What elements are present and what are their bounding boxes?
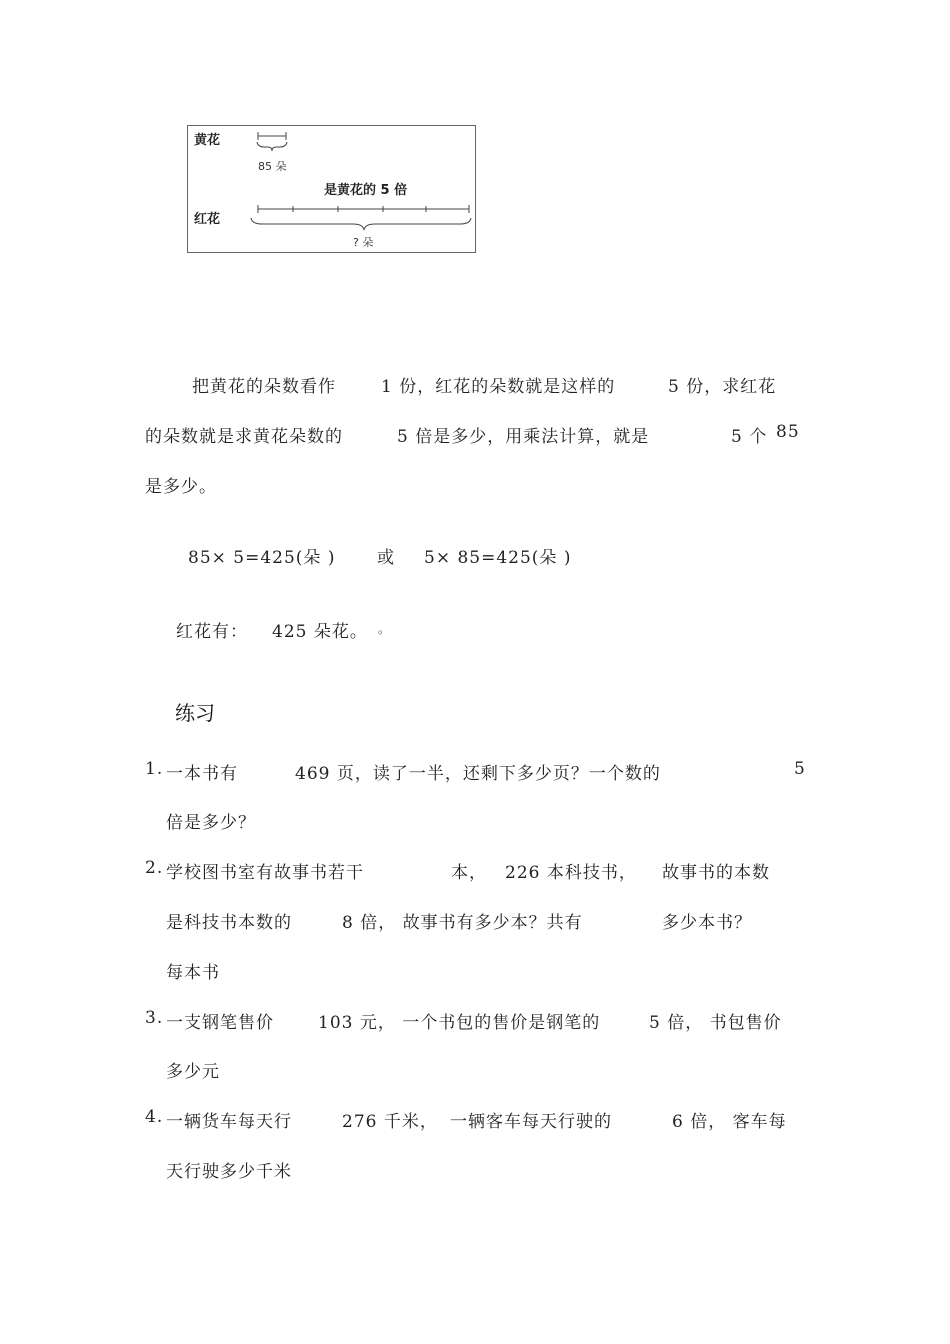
- item4-number: 4.: [145, 1107, 164, 1127]
- practice-heading: 练习: [175, 701, 215, 725]
- item2-text-part4: 故事书的本数: [662, 863, 770, 883]
- equation-2: 5× 85=425(朵 ): [424, 548, 572, 568]
- yellow-count-label: 85 朵: [258, 160, 287, 173]
- item1-text-part1: 一本书有: [166, 764, 238, 784]
- explanation-line1-part3: 5 份，求红花: [668, 377, 777, 397]
- item2-number: 2.: [145, 858, 164, 878]
- item4-text-cont: 天行驶多少千米: [166, 1162, 292, 1182]
- item2-text-part2: 本，: [451, 863, 487, 883]
- item1-number: 1.: [145, 759, 164, 779]
- red-brace: [251, 218, 471, 230]
- equation-1: 85× 5=425(朵 ): [188, 548, 336, 568]
- item1-text-part2: 469 页，读了一半，还剩下多少页？一个数的: [295, 764, 661, 784]
- item2-cont-part1: 是科技书本数的: [166, 913, 292, 933]
- item4-text-part2: 276 千米，: [342, 1112, 438, 1132]
- equation-or: 或: [377, 548, 395, 568]
- explanation-line1-part2: 1 份，红花的朵数就是这样的: [381, 377, 616, 397]
- answer-prefix: 红花有：: [176, 622, 248, 642]
- line-segment-diagram: [187, 125, 476, 253]
- multiple-note: 是黄花的 5 倍: [324, 183, 408, 198]
- item2-cont2: 每本书: [166, 963, 220, 983]
- explanation-line3: 是多少。: [145, 477, 217, 497]
- item2-cont-part2: 8 倍， 故事书有多少本？共有: [342, 913, 583, 933]
- item2-cont-part3: 多少本书？: [662, 913, 752, 933]
- explanation-line2-part4: 85: [776, 422, 800, 442]
- item3-text-part1: 一支钢笔售价: [166, 1013, 274, 1033]
- item1-text-part3: 5: [794, 759, 806, 779]
- item4-text-part4: 6 倍， 客车每: [672, 1112, 787, 1132]
- item4-text-part1: 一辆货车每天行: [166, 1112, 292, 1132]
- item4-text-part3: 一辆客车每天行驶的: [450, 1112, 612, 1132]
- explanation-line2-part1: 的朵数就是求黄花朵数的: [145, 427, 343, 447]
- explanation-line1-part1: 把黄花的朵数看作: [192, 377, 336, 397]
- answer-value: 425 朵花。: [272, 622, 368, 642]
- item2-text-part1: 学校图书室有故事书若干: [166, 863, 364, 883]
- explanation-line2-part3: 5 个: [731, 427, 768, 447]
- yellow-flower-label: 黄花: [194, 133, 221, 148]
- item3-text-part3: 5 倍， 书包售价: [649, 1013, 782, 1033]
- item3-number: 3.: [145, 1008, 164, 1028]
- explanation-line2-part2: 5 倍是多少，用乘法计算，就是: [397, 427, 650, 447]
- answer-end: 。: [378, 622, 392, 636]
- red-unknown-label: ? 朵: [353, 236, 374, 249]
- item3-text-cont: 多少元: [166, 1062, 220, 1082]
- red-flower-label: 红花: [194, 212, 221, 227]
- item2-text-part3: 226 本科技书，: [505, 863, 637, 883]
- item1-text-cont: 倍是多少？: [166, 813, 256, 833]
- yellow-brace: [257, 142, 287, 151]
- item3-text-part2: 103 元， 一个书包的售价是钢笔的: [318, 1013, 601, 1033]
